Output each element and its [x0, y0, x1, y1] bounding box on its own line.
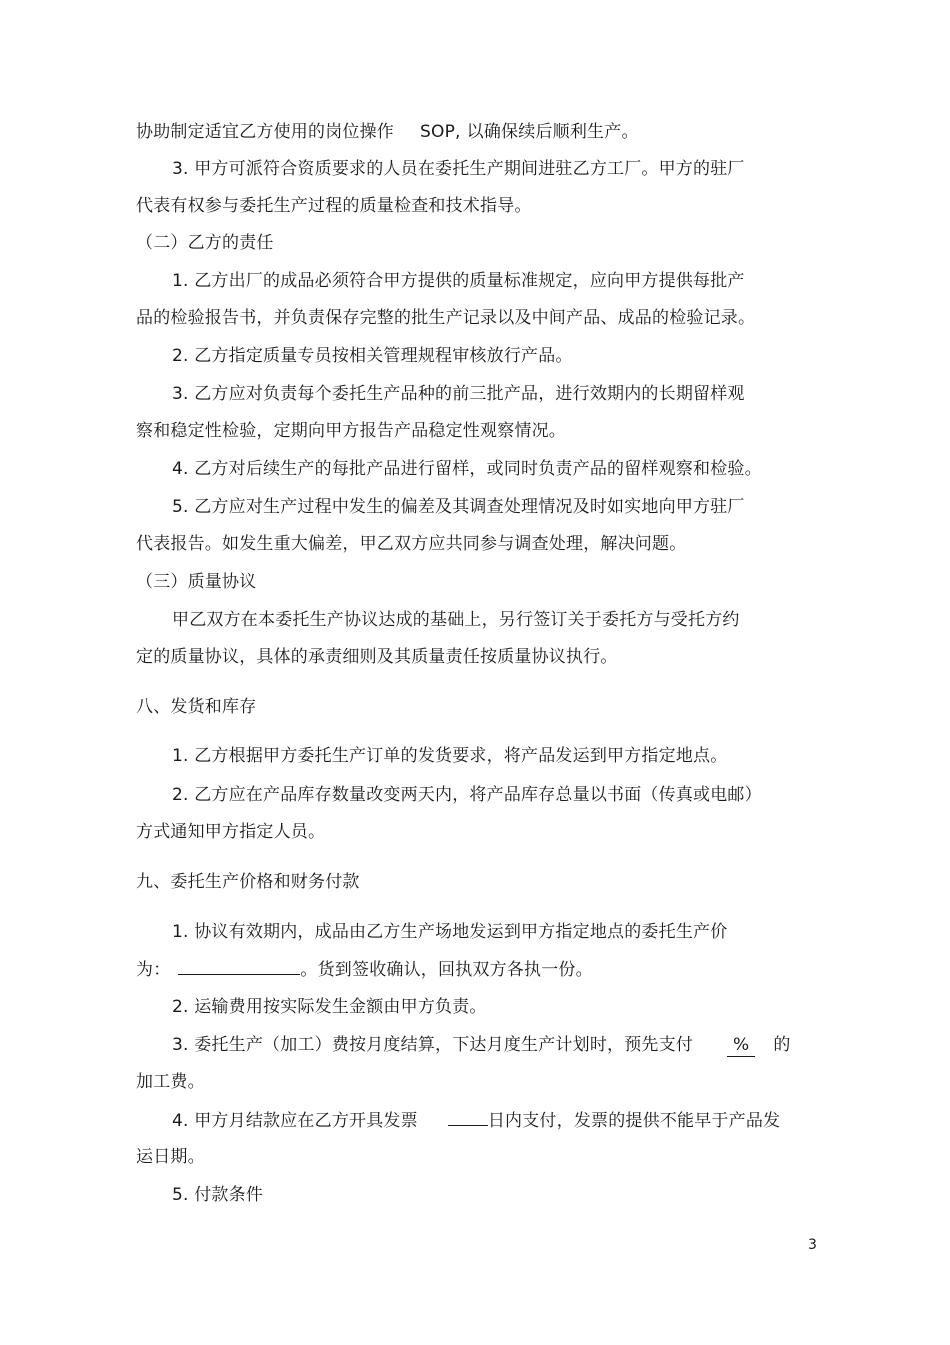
section-8-heading: 八、发货和库存 — [136, 697, 257, 717]
text: 的 — [773, 1035, 791, 1055]
days-blank — [448, 1109, 488, 1126]
item-9-3-cont: 加工费。 — [136, 1072, 205, 1092]
item-b1: 1. 乙方出厂的成品必须符合甲方提供的质量标准规定，应向甲方提供每批产 — [172, 271, 745, 291]
item-8-2: 2. 乙方应在产品库存数量改变两天内，将产品库存总量以书面（传真或电邮） — [172, 785, 762, 805]
text: 。货到签收确认，回执双方各执一份。 — [300, 960, 593, 980]
item-b3-cont: 察和稳定性检验，定期向甲方报告产品稳定性观察情况。 — [136, 421, 566, 441]
text: 4. 甲方月结款应在乙方开具发票 — [172, 1111, 418, 1131]
percent-blank: % — [727, 1034, 755, 1057]
quality-paragraph-cont: 定的质量协议，具体的承责细则及其质量责任按质量协议执行。 — [136, 647, 618, 667]
item-9-1-cont — [136, 958, 593, 981]
item-a3: 3. 甲方可派符合资质要求的人员在委托生产期间进驻乙方工厂。甲方的驻厂 — [172, 159, 745, 179]
subheading-party-b-responsibility: （二）乙方的责任 — [136, 233, 274, 253]
item-9-4-cont: 运日期。 — [136, 1147, 205, 1167]
section-9-heading: 九、委托生产价格和财务付款 — [136, 872, 360, 892]
text: 协助制定适宜乙方使用的岗位操作 — [136, 122, 394, 142]
text: 为： — [136, 960, 171, 980]
item-b1-cont: 品的检验报告书，并负责保存完整的批生产记录以及中间产品、成品的检验记录。 — [136, 308, 756, 328]
item-b5-cont: 代表报告。如发生重大偏差，甲乙双方应共同参与调查处理，解决问题。 — [136, 534, 687, 554]
item-b5: 5. 乙方应对生产过程中发生的偏差及其调查处理情况及时如实地向甲方驻厂 — [172, 497, 745, 517]
item-b2: 2. 乙方指定质量专员按相关管理规程审核放行产品。 — [172, 346, 573, 366]
quality-paragraph: 甲乙双方在本委托生产协议达成的基础上，另行签订关于委托方与受托方约 — [172, 610, 740, 630]
line-1 — [136, 121, 639, 143]
text: 日内支付，发票的提供不能早于产品发 — [487, 1111, 781, 1131]
item-9-5: 5. 付款条件 — [172, 1185, 264, 1205]
text: 3. 委托生产（加工）费按月度结算，下达月度生产计划时，预先支付 — [172, 1035, 694, 1055]
sop-term: SOP, — [420, 122, 461, 142]
page-number: 3 — [808, 1237, 817, 1253]
item-9-3 — [172, 1034, 791, 1057]
item-9-4 — [172, 1109, 780, 1132]
subheading-quality-agreement: （三）质量协议 — [136, 572, 257, 592]
item-8-2-cont: 方式通知甲方指定人员。 — [136, 822, 326, 842]
text: 以确保续后顺利生产。 — [466, 122, 639, 142]
item-a3-cont: 代表有权参与委托生产过程的质量检查和技术指导。 — [136, 196, 532, 216]
item-8-1: 1. 乙方根据甲方委托生产订单的发货要求，将产品发运到甲方指定地点。 — [172, 746, 728, 766]
item-b3: 3. 乙方应对负责每个委托生产品种的前三批产品，进行效期内的长期留样观 — [172, 384, 745, 404]
item-9-1: 1. 协议有效期内，成品由乙方生产场地发运到甲方指定地点的委托生产价 — [172, 922, 728, 942]
item-9-2: 2. 运输费用按实际发生金额由甲方负责。 — [172, 997, 487, 1017]
price-blank — [178, 958, 300, 975]
item-b4: 4. 乙方对后续生产的每批产品进行留样，或同时负责产品的留样观察和检验。 — [172, 459, 762, 479]
